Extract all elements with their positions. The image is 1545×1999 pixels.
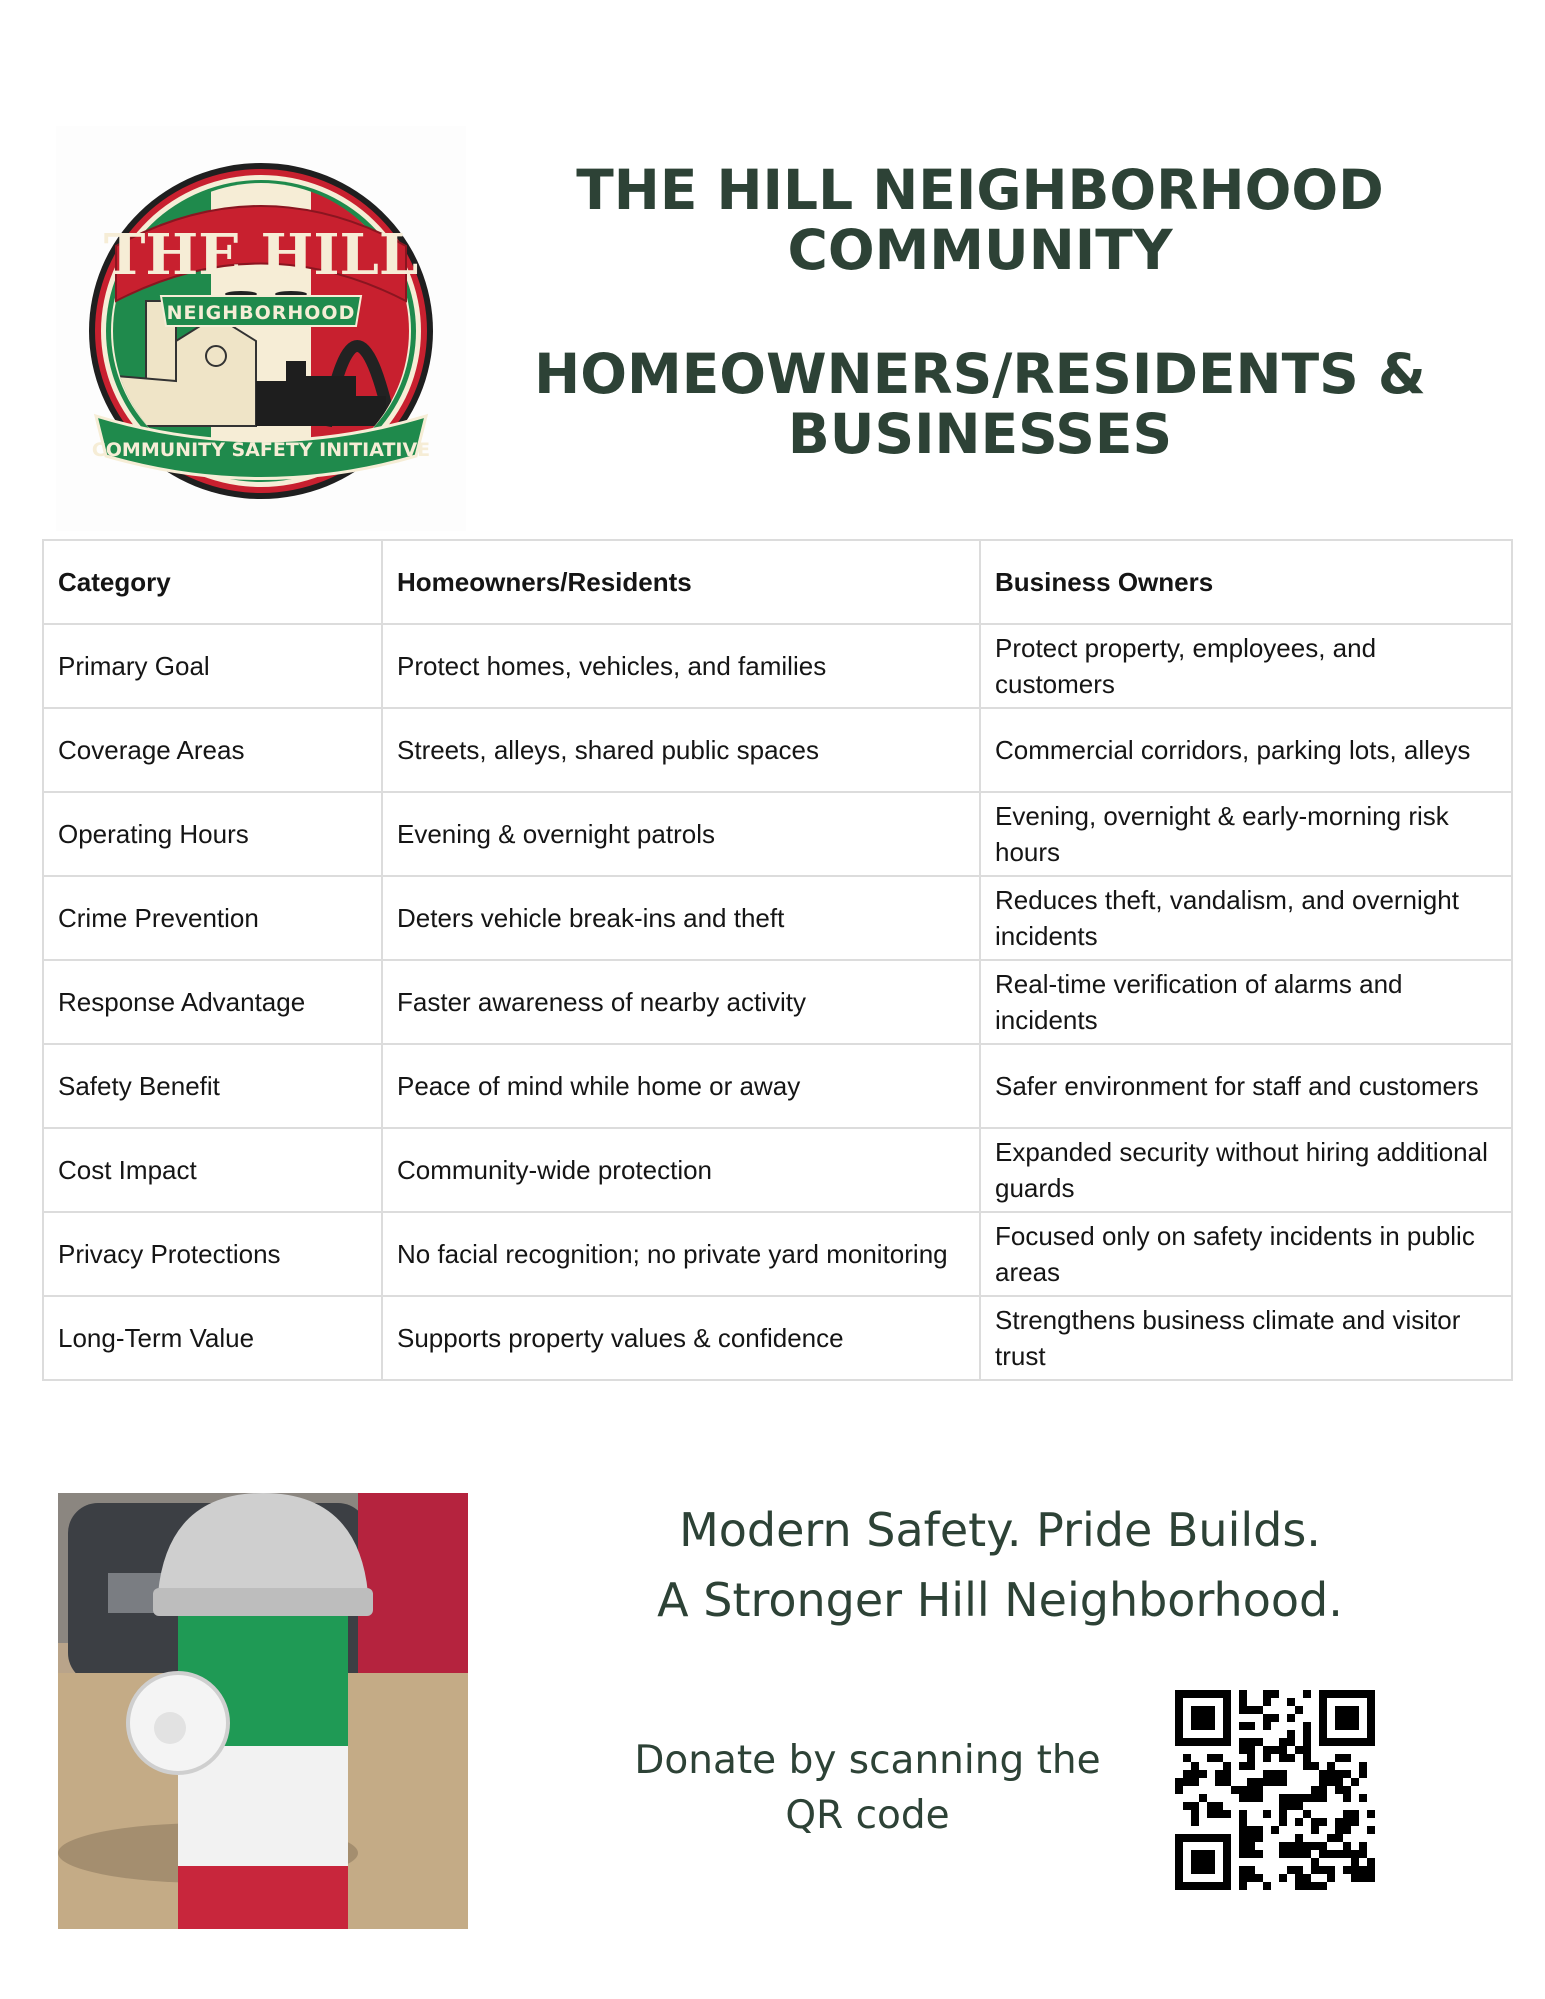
business-cell: Protect property, employees, and customers xyxy=(980,624,1512,708)
slogan-line-2: A Stronger Hill Neighborhood. xyxy=(657,1573,1343,1627)
table-row xyxy=(43,960,1512,1044)
qr-code-icon xyxy=(1175,1690,1375,1890)
table-row xyxy=(43,876,1512,960)
table-row xyxy=(43,624,1512,708)
donation-qr-code[interactable] xyxy=(1175,1690,1375,1890)
header-business-owners: Business Owners xyxy=(980,540,1512,624)
category-cell: Privacy Protections xyxy=(43,1212,382,1296)
donate-instructions xyxy=(600,1733,1135,1843)
table-header-row xyxy=(43,540,1512,624)
slogan-line-1: Modern Safety. Pride Builds. xyxy=(679,1503,1321,1557)
subtitle-line-2: BUSINESSES xyxy=(787,402,1173,466)
title-line-1: THE HILL NEIGHBORHOOD xyxy=(576,158,1384,222)
slogan xyxy=(600,1495,1400,1635)
business-cell: Commercial corridors, parking lots, alleys xyxy=(980,708,1512,792)
page-title xyxy=(500,160,1460,464)
subtitle-line-1: HOMEOWNERS/RESIDENTS & xyxy=(534,342,1426,406)
category-cell: Cost Impact xyxy=(43,1128,382,1212)
logo-emblem-icon xyxy=(56,126,466,531)
homeowners-cell: Faster awareness of nearby activity xyxy=(382,960,980,1044)
italian-flag-fire-hydrant-photo xyxy=(58,1493,468,1929)
community-safety-logo xyxy=(56,126,466,531)
table-row xyxy=(43,792,1512,876)
logo-banner: COMMUNITY SAFETY INITIATIVE xyxy=(91,439,431,461)
category-cell: Long-Term Value xyxy=(43,1296,382,1380)
fire-hydrant-icon xyxy=(58,1493,468,1929)
table-row xyxy=(43,1044,1512,1128)
homeowners-cell: Evening & overnight patrols xyxy=(382,792,980,876)
business-cell: Strengthens business climate and visitor trust xyxy=(980,1296,1512,1380)
category-cell: Operating Hours xyxy=(43,792,382,876)
donate-line-2: QR code xyxy=(785,1793,950,1838)
table-row xyxy=(43,1296,1512,1380)
business-cell: Reduces theft, vandalism, and overnight incidents xyxy=(980,876,1512,960)
business-cell: Safer environment for staff and customers xyxy=(980,1044,1512,1128)
logo-subtitle: NEIGHBORHOOD xyxy=(166,302,356,324)
logo-title: THE HILL xyxy=(103,222,419,288)
category-cell: Coverage Areas xyxy=(43,708,382,792)
homeowners-cell: Protect homes, vehicles, and families xyxy=(382,624,980,708)
category-cell: Primary Goal xyxy=(43,624,382,708)
homeowners-cell: No facial recognition; no private yard monitoring xyxy=(382,1212,980,1296)
category-cell: Safety Benefit xyxy=(43,1044,382,1128)
homeowners-cell: Streets, alleys, shared public spaces xyxy=(382,708,980,792)
category-cell: Response Advantage xyxy=(43,960,382,1044)
homeowners-cell: Community-wide protection xyxy=(382,1128,980,1212)
comparison-table xyxy=(42,539,1513,1381)
business-cell: Real-time verification of alarms and incidents xyxy=(980,960,1512,1044)
header-category: Category xyxy=(43,540,382,624)
table-row xyxy=(43,1128,1512,1212)
title-line-2: COMMUNITY xyxy=(787,218,1173,282)
table-row xyxy=(43,708,1512,792)
business-cell: Expanded security without hiring additional guards xyxy=(980,1128,1512,1212)
homeowners-cell: Deters vehicle break-ins and theft xyxy=(382,876,980,960)
business-cell: Evening, overnight & early-morning risk hours xyxy=(980,792,1512,876)
business-cell: Focused only on safety incidents in public areas xyxy=(980,1212,1512,1296)
homeowners-cell: Supports property values & confidence xyxy=(382,1296,980,1380)
table-row xyxy=(43,1212,1512,1296)
category-cell: Crime Prevention xyxy=(43,876,382,960)
donate-line-1: Donate by scanning the xyxy=(634,1738,1101,1783)
header-homeowners: Homeowners/Residents xyxy=(382,540,980,624)
homeowners-cell: Peace of mind while home or away xyxy=(382,1044,980,1128)
